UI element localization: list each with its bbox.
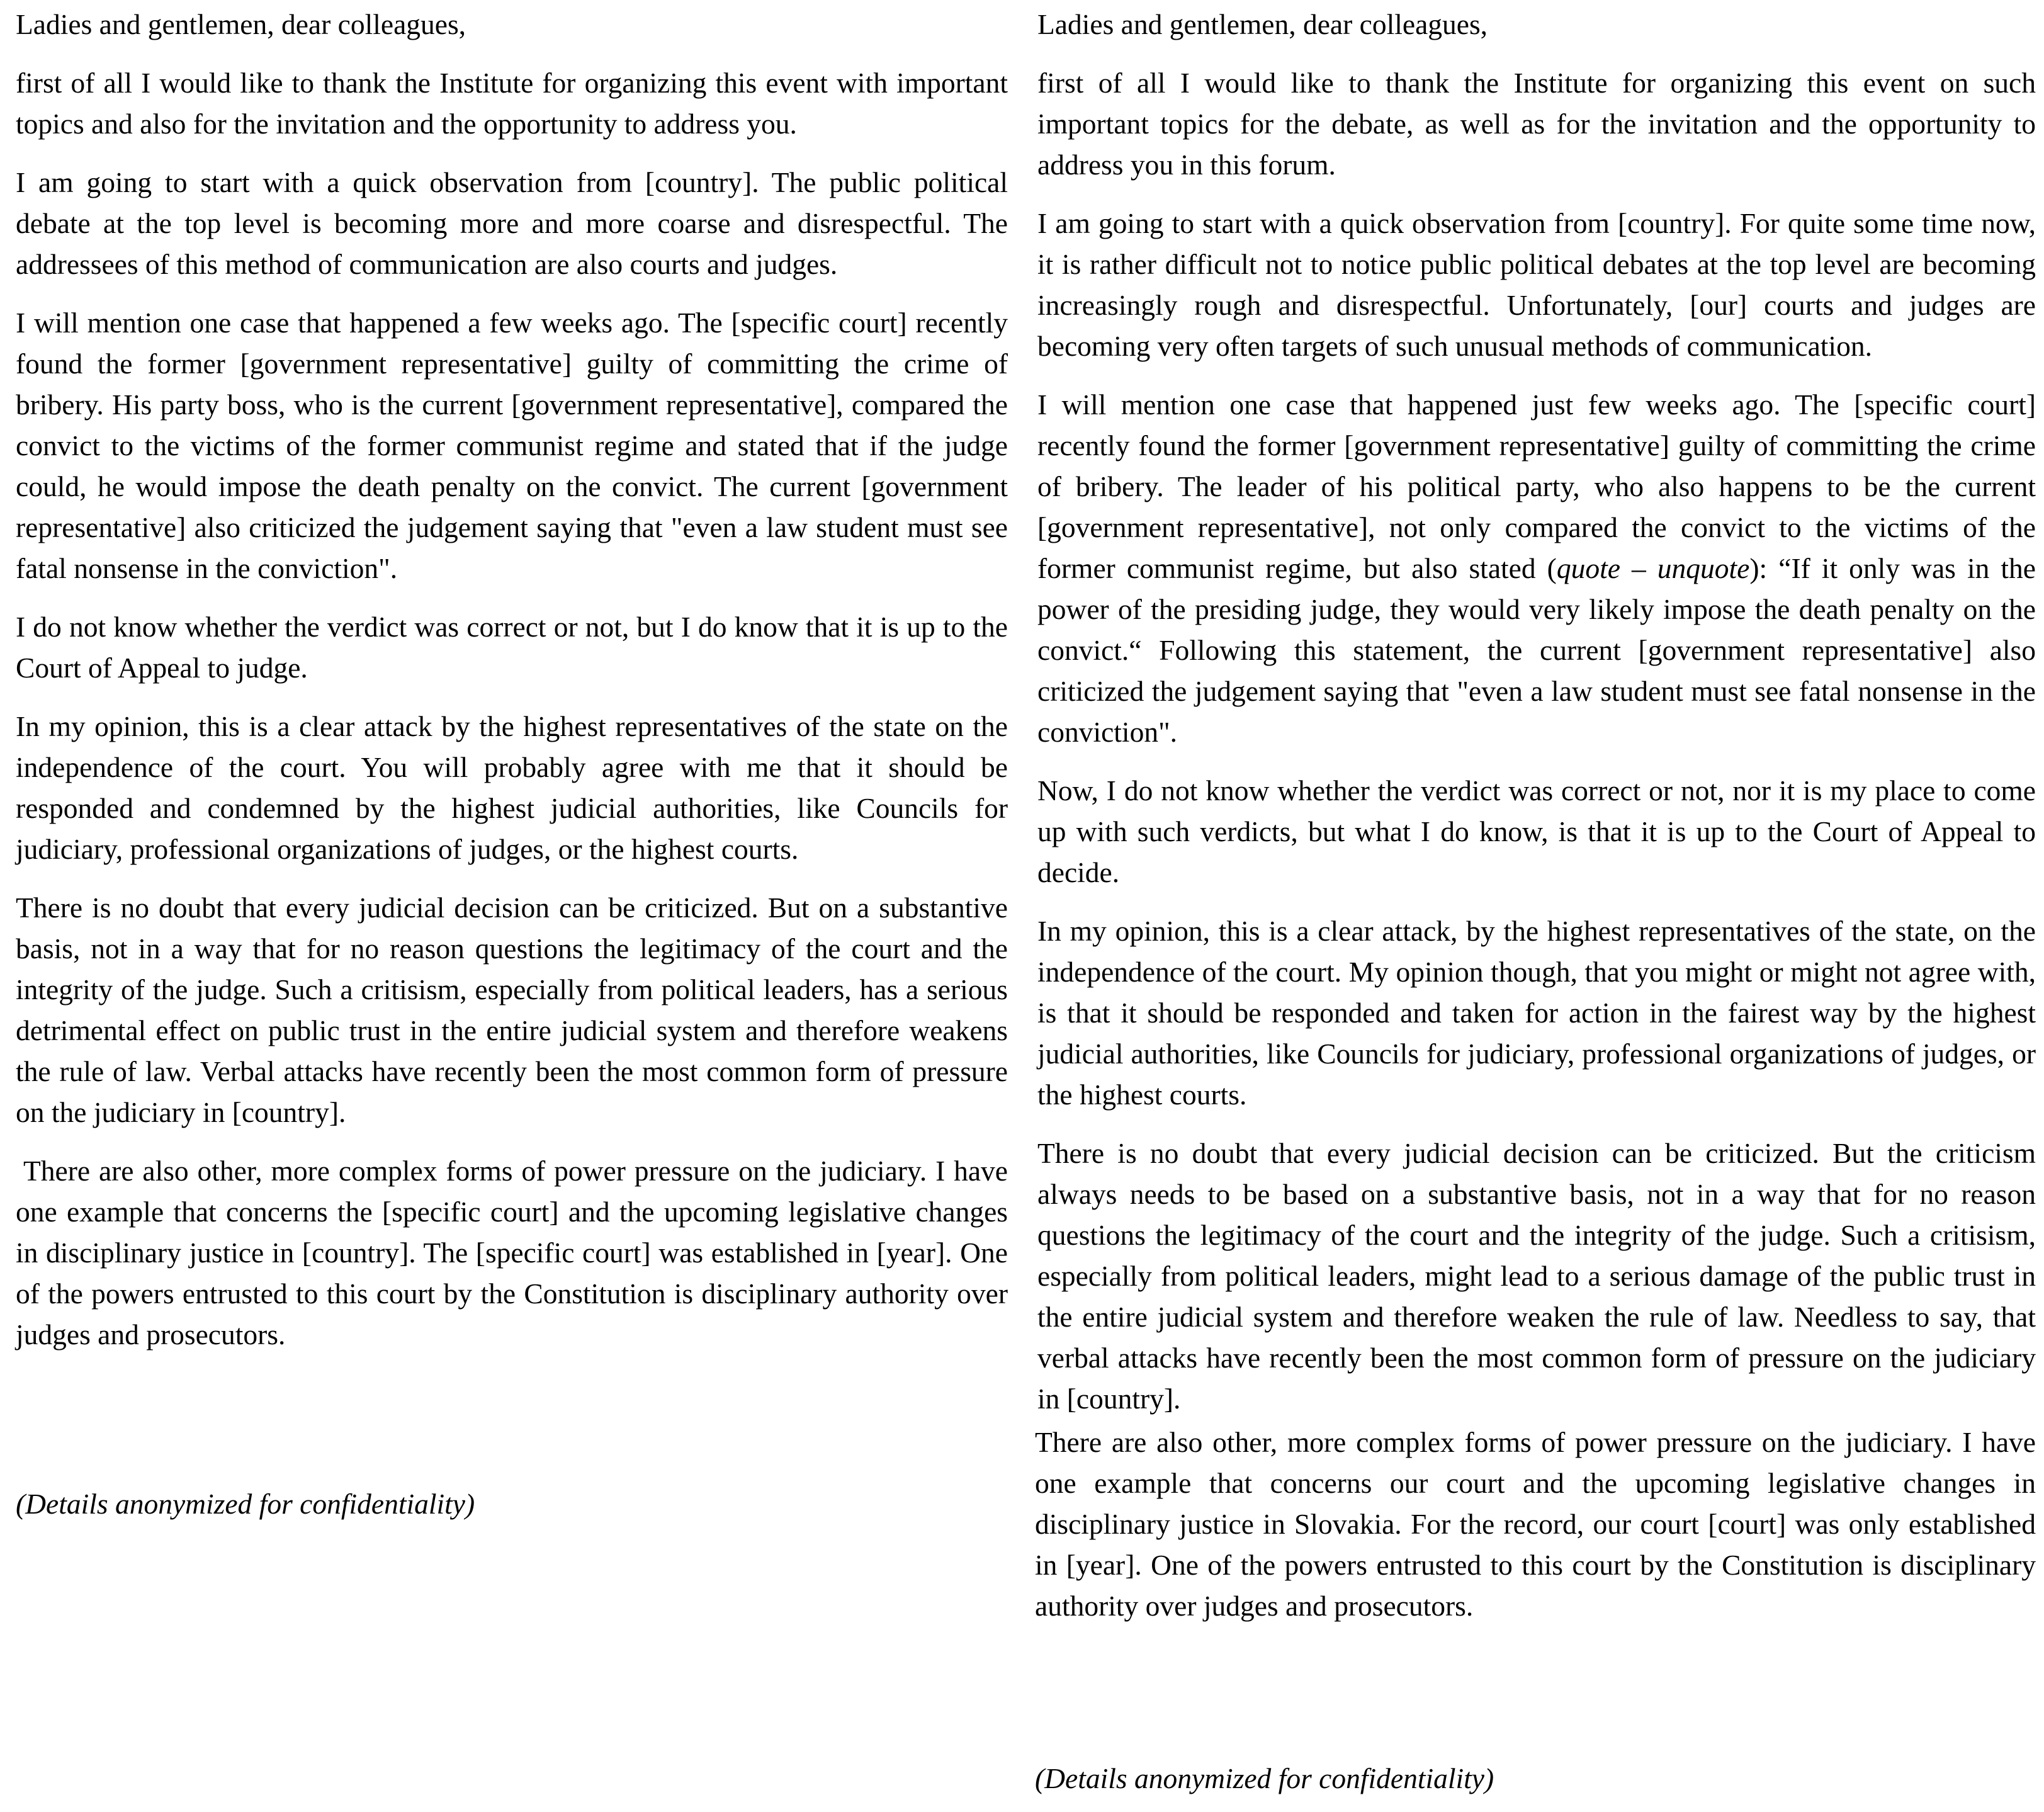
paragraph-criticism: There is no doubt that every judicial decision can be criticized. But the criticism always needs to be based on a substantive basis, not in a way that for no reason questions the legitimacy of the court and the integrity of the judge. Such a critisism, especially from political leaders, might lead to a serious damage of the public trust in the entire judicial system and therefore weaken the rule of law. Needless to say, that verbal attacks have recently been the most common form of pressure on the judiciary in [country]. [1037,1137,2036,1415]
paragraph-salutation: Ladies and gentlemen, dear colleagues, [16,8,466,40]
right-column-revised-text [1035,4,2036,1794]
paragraph-opinion: In my opinion, this is a clear attack by the highest representatives of the state on the independence of the court. You will probably agree with me that it should be responded and condemned by the highest judicial authorities, like Councils for judiciary, professional organizations of judges, or the highest courts. [16,710,1008,865]
paragraph-thanks: first of all I would like to thank the Institute for organizing this event on such important topics for the debate, as well as for the invitation and the opportunity to address you in this forum. [1037,67,2036,181]
paragraph-salutation: Ladies and gentlemen, dear colleagues, [1037,8,1488,40]
paragraph-thanks: first of all I would like to thank the Institute for organizing this event with important topics and also for the invitation and the opportunity to address you. [16,67,1008,140]
case-text-after-quote: ): “If it only was in the power of the presiding judge, they would very likely impose the death penalty on the convict.“ Following this statement, the current [government representative] also criticized the judgement saying that "even a law student must see fatal nonsense in the conviction". [1037,552,2036,748]
paragraph-case: I will mention one case that happened a few weeks ago. The [specific court] recently found the former [government representative] guilty of committing the crime of bribery. His party boss, who is the current [government representative], compared the convict to the victims of the former communist regime and stated that if the judge could, he would impose the death penalty on the convict. The current [government representative] also criticized the judgement saying that "even a law student must see fatal nonsense in the conviction". [16,307,1008,584]
paragraph-complex-forms: There are also other, more complex forms of power pressure on the judiciary. I have one example that concerns our court and the upcoming legislative changes in disciplinary justice in Slovakia. For the record, our court [court] was only established in [year]. One of the powers entrusted to this court by the Constitution is disciplinary authority over judges and prosecutors. [1035,1426,2036,1622]
paragraph-verdict: Now, I do not know whether the verdict was correct or not, nor it is my place to come up with such verdicts, but what I do know, is that it is up to the Court of Appeal to decide. [1037,774,2036,888]
paragraph-criticism: There is no doubt that every judicial decision can be criticized. But on a substantive basis, not in a way that for no reason questions the legitimacy of the court and the integrity of the judge. Such a critisism, especially from political leaders, has a serious detrimental effect on public trust in the entire judicial system and therefore weakens the rule of law. Verbal attacks have recently been the most common form of pressure on the judiciary in [country]. [16,892,1008,1128]
confidentiality-note: (Details anonymized for confidentiality) [16,1488,475,1520]
quote-unquote-italic: quote – unquote [1556,552,1750,584]
paragraph-verdict: I do not know whether the verdict was correct or not, but I do know that it is up to the Court of Appeal to judge. [16,611,1008,684]
left-column-original-text [16,4,1008,1520]
case-text-before-quote: I will mention one case that happened just few weeks ago. The [specific court] recently found the former [government representative] guilty of committing the crime of bribery. The leader of his political party, who also happens to be the current [government representative], not only compared the convict to the victims of the former communist regime, but also stated ( [1037,388,2036,584]
paragraph-case [1037,384,2036,752]
paragraph-observation: I am going to start with a quick observation from [country]. For quite some time now, it is rather difficult not to notice public political debates at the top level are becoming increasingly rough and disrespectful. Unfortunately, [our] courts and judges are becoming very often targets of such unusual methods of communication. [1037,207,2036,362]
confidentiality-note: (Details anonymized for confidentiality) [1035,1762,1494,1794]
paragraph-observation: I am going to start with a quick observation from [country]. The public political debate at the top level is becoming more and more coarse and disrespectful. The addressees of this method of communication are also courts and judges. [16,166,1008,280]
paragraph-complex-forms: There are also other, more complex forms of power pressure on the judiciary. I have one example that concerns the [specific court] and the upcoming legislative changes in disciplinary justice in [country]. The [specific court] was established in [year]. One of the powers entrusted to this court by the Constitution is disciplinary authority over judges and prosecutors. [16,1155,1008,1351]
paragraph-opinion: In my opinion, this is a clear attack, by the highest representatives of the state, on the independence of the court. My opinion though, that you might or might not agree with, is that it should be responded and taken for action in the fairest way by the highest judicial authorities, like Councils for judiciary, professional organizations of judges, or the highest courts. [1037,915,2036,1111]
